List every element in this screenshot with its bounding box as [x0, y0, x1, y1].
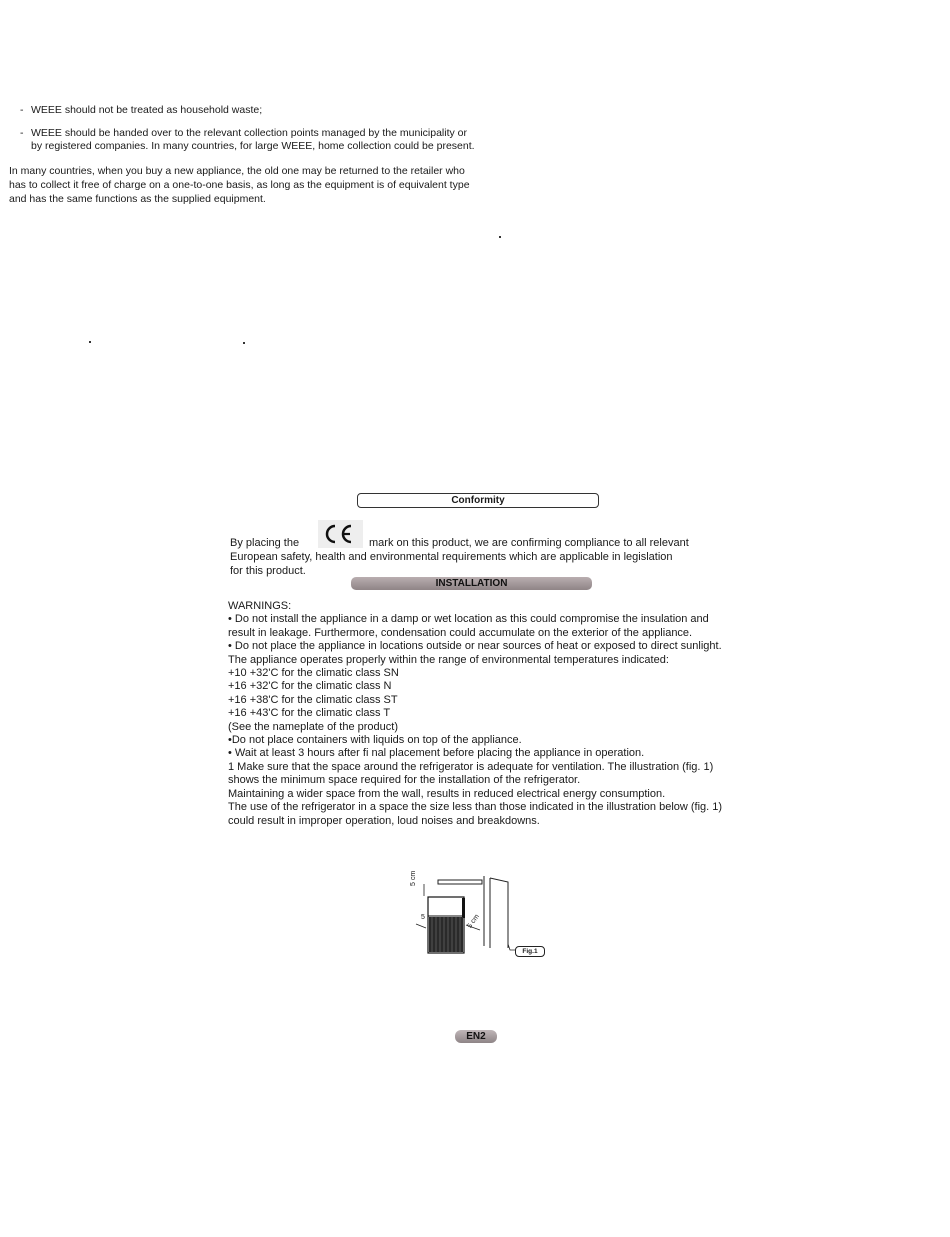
scan-speck: [89, 341, 91, 343]
installation-line: +16 +32'C for the climatic class N: [228, 680, 392, 693]
weee-item-1: [20, 104, 263, 117]
paragraph-line: In many countries, when you buy a new appliance, the old one may be returned to the retailer who: [9, 165, 465, 177]
weee-item-2: [20, 127, 468, 140]
installation-line: The use of the refrigerator in a space the size less than those indicated in the illustration below (fig. 1): [228, 801, 723, 814]
installation-line: 1 Make sure that the space around the refrigerator is adequate for ventilation. The illustration (fig. 1): [228, 760, 714, 773]
dash: -: [20, 104, 24, 116]
installation-line: result in leakage. Furthermore, condensation could accumulate on the exterior of the appliance.: [228, 626, 693, 639]
conformity-line-2: European safety, health and environmental requirements which are applicable in legislation: [230, 551, 673, 563]
installation-line: +16 +38'C for the climatic class ST: [228, 693, 398, 706]
installation-line: • Wait at least 3 hours after fi nal placement before placing the appliance in operation.: [228, 747, 645, 760]
top-clearance-label: 5 cm: [410, 870, 417, 886]
back-clearance-label: 5 cm: [466, 913, 481, 930]
conformity-after-mark: mark on this product, we are confirming compliance to all relevant: [369, 537, 689, 549]
installation-line: +16 +43'C for the climatic class T: [228, 707, 391, 720]
weee-item-text: WEEE should be handed over to the relevant collection points managed by the municipality or: [31, 127, 468, 139]
installation-line: • Do not place the appliance in locations outside or near sources of heat or exposed to direct sunlight.: [228, 640, 722, 653]
paragraph-line: and has the same functions as the supplied equipment.: [9, 193, 266, 205]
installation-line: •Do not place containers with liquids on top of the appliance.: [228, 734, 522, 747]
installation-line: (See the nameplate of the product): [228, 720, 398, 733]
paragraph-line: has to collect it free of charge on a one-to-one basis, as long as the equipment is of equivalent type: [9, 179, 470, 191]
weee-item-text: WEEE should not be treated as household waste;: [31, 104, 263, 116]
installation-line: The appliance operates properly within the range of environmental temperatures indicated:: [228, 653, 669, 666]
scan-speck: [243, 342, 245, 344]
dash: -: [20, 127, 24, 139]
conformity-heading: Conformity: [357, 493, 599, 508]
installation-line: +10 +32'C for the climatic class SN: [228, 667, 399, 680]
installation-line: could result in improper operation, loud noises and breakdowns.: [228, 814, 540, 827]
weee-paragraph: [9, 164, 470, 206]
installation-text: [228, 600, 722, 828]
weee-item-text-cont: by registered companies. In many countries, for large WEEE, home collection could be present.: [31, 140, 475, 152]
side-clearance-label: 5: [421, 914, 425, 921]
installation-heading: INSTALLATION: [351, 577, 592, 590]
figure-caption: Fig.1: [515, 946, 545, 957]
installation-line: shows the minimum space required for the installation of the refrigerator.: [228, 774, 581, 787]
conformity-before-mark: By placing the: [230, 537, 300, 549]
conformity-line-3: for this product.: [230, 565, 306, 577]
page-number-badge: EN2: [455, 1030, 497, 1043]
scan-speck: [499, 236, 501, 238]
fig1-illustration: [410, 868, 550, 963]
ce-mark-icon: [318, 520, 363, 548]
installation-line: WARNINGS:: [228, 600, 292, 612]
installation-line: Maintaining a wider space from the wall, results in reduced electrical energy consumption.: [228, 787, 666, 800]
installation-line: • Do not install the appliance in a damp or wet location as this could compromise the insulation and: [228, 613, 709, 626]
